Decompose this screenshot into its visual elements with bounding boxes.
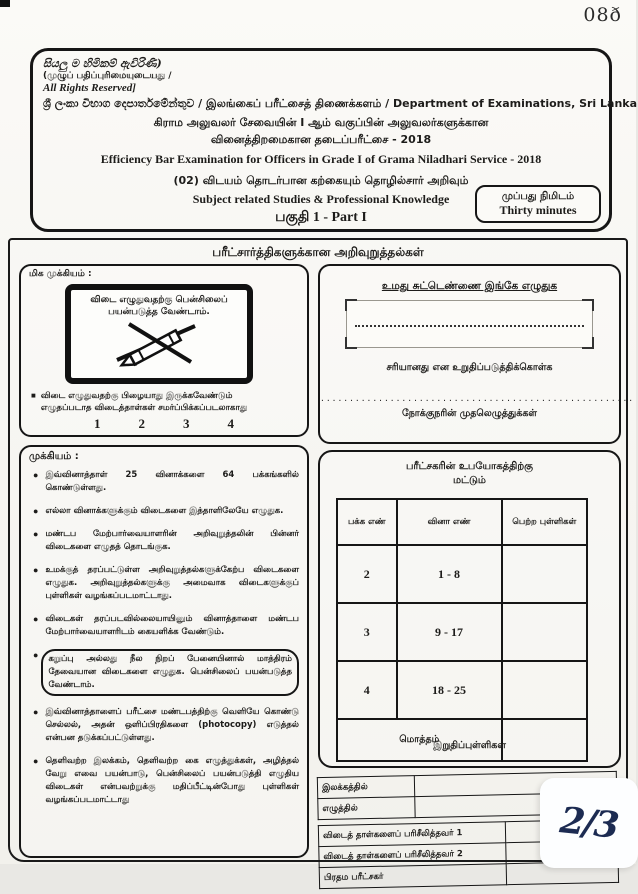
bullet-icon: ● [33,565,39,575]
important-instructions-box [19,445,309,858]
important-label: முக்கியம் : [29,451,79,462]
exam-title-tamil-2: வினைத்திறமைகான தடைப்பரீட்சை - 2018 [210,133,432,146]
instruction-item: ● உமக்குத் தரப்பட்டுள்ள அறிவுறுத்தல்களுக்கேற்ப விடைகளை எழுதுக. அறிவுறுத்தல்களுக்கு அமைவாக விடைகளுக்குப் புள்ளிகள் வழங்கப்படமாட்டாது. [33,565,299,601]
marks-table-row: 2 1 - 8 [337,545,587,603]
duration-tamil: முப்பது நிமிடம் [501,190,575,202]
exam-title-tamil-1: கிராம அலுவலர் சேவையின் I ஆம் வகுப்பின் அலுவலர்களுக்கான [153,116,489,129]
header-page-no: பக்க எண் [337,499,397,545]
marks-cell [502,661,587,719]
instruction-item: ● மண்டப மேற்பார்வையாளரின் அறிவுறுத்தலின் பின்னர் விடைகளை எழுதத் தொடங்குக. [33,529,299,552]
page-corner-code: 08ð [583,4,622,26]
examiner-use-title: பரீட்சகரின் உபயோகத்திற்கு மட்டும் [405,461,534,486]
sample-number-3: 3 [183,416,190,431]
subject-title-english: Subject related Studies & Professional Knowledge [192,192,450,206]
handwritten-mark: 2/3 [558,799,620,847]
bullet-icon: ● [33,614,39,624]
subject-title-tamil: (02) விடயம் தொடர்பான கற்கையும் தொழில்சார் அறிவும் [173,174,469,187]
very-important-label: மிக முக்கியம் : [29,269,92,279]
checker-2-label: விடைத் தாள்களைப் பரிசீலித்தவர் 2 [319,843,506,868]
marks-table [336,498,588,762]
signature-dotted-line: ...................................................... [320,394,635,403]
bullet-icon: ● [33,529,39,539]
supervisor-initials-label: நோக்குநரின் முதலெழுத்துக்கள் [401,408,538,419]
confirm-correct-text: சரியானது என உறுதிப்படுத்திக்கொள்க [386,362,553,373]
examiner-use-box [318,450,621,768]
instruction-item: ● இவ்வினாத்தாளைப் பரீட்சை மண்டபத்திற்கு வெளியே கொண்டு செல்லல், அதன் ஒளிப்பிரதிகளை (photocopy) எடுத்தல் என்பன தடுக்கப்பட்டுள்ளது. [33,707,299,743]
marks-table-row: 3 9 - 17 [337,603,587,661]
field-corner-mark [582,337,594,349]
square-bullet-icon: ■ [31,391,36,400]
instruction-item: ● விடைகள் தரப்படவில்லையாயினும் வினாத்தாளை மண்டப மேற்பார்வையாளரிடம் கையளிக்க வேண்டும். [33,614,299,637]
field-corner-mark [345,337,357,349]
sample-number-2: 2 [138,416,145,431]
index-number-title: உமது சுட்டெண்ணை இங்கே எழுதுக [381,280,558,292]
duration-box [475,185,601,223]
instructions-container [8,238,635,883]
white-sticker-overlay [540,778,638,868]
checker-1-label: விடைத் தாள்களைப் பரிசீலித்தவர் 1 [318,822,505,847]
no-pencil-line-2: பயன்படுத்த வேண்டாம். [108,307,210,317]
marks-table-header-row [337,499,587,545]
in-figures-label: இலக்கத்தில் [317,776,414,799]
bullet-icon: ● [33,506,39,516]
field-corner-mark [582,299,594,311]
part-label: பகுதி 1 - Part I [275,210,367,225]
rights-english: All Rights Reserved] [43,82,136,94]
no-pencil-warning-box [65,284,253,384]
duration-english: Thirty minutes [499,202,577,217]
no-pencil-line-1: விடை எழுதுவதற்கு பென்சிலைப் [90,295,228,305]
marks-table-row: 4 18 - 25 [337,661,587,719]
sample-number-4: 4 [227,416,234,431]
bullet-icon: ● [33,470,39,480]
total-label: மொத்தம் [337,719,502,761]
header-question-no: வினா எண் [397,499,502,545]
instruction-item-pen-only: ● கறுப்பு அல்லது நீல நிறப் பேனையினால் மாத்திரம் தேவையான விடைகளை எழுதுக. பென்சிலைப் பயன்படுத்த வேண்டாம். [33,649,299,696]
in-words-label: எழுத்தில் [318,797,415,820]
instructions-title: பரீட்சார்த்திகளுக்கான அறிவுறுத்தல்கள் [212,245,424,259]
marks-cell [502,545,587,603]
header-marks-obtained: பெற்ற புள்ளிகள் [502,499,587,545]
index-number-box [318,264,635,444]
final-marks-label: இறுதிப்புள்ளிகள் [433,740,506,751]
index-number-field[interactable] [346,300,593,348]
rights-reserved-block [43,57,599,94]
crossed-pencil-icon [99,320,219,366]
marking-note [31,390,299,414]
chief-examiner-label: பிரதம பரீட்சகர் [319,864,506,889]
exam-title-english: Efficiency Bar Examination for Officers in Grade I of Grama Niladhari Service - 2018 [100,152,542,166]
bullet-icon: ● [33,756,39,766]
marking-note-line-2: எழுதப்படாத விடைத்தாள்கள் சமர்ப்பிக்கப்படலாகாது [40,403,248,413]
rights-sinhala: සියලු ම හිමිකම් ඇවිරිණි) [43,57,162,70]
department-line: ශ්‍රී ලංකා විභාග දෙපාර්තමේන්තුව / இலங்கைப் பரீட்சைத் திணைக்களம் / Department of Examinations, Sri Lanka [43,97,638,110]
marks-cell [502,603,587,661]
marking-note-line-1: விடை எழுதுவதற்கு பிழையாது இருக்கவேண்டும் [40,391,233,401]
instruction-item: ● எல்லா வினாக்களுக்கும் விடைகளை இத்தாளிலேயே எழுதுக. [33,506,284,516]
rights-tamil: (முழுப் பதிப்புரிமையுடையது / [43,71,172,81]
very-important-box [19,264,309,437]
instruction-bullets [33,469,299,807]
instruction-item: ● தெளிவற்ற இலக்கம், தெளிவற்ற கை எழுத்துக்கள், அழித்தல் வேறு எவை பயன்பாடு, பென்சிலைப் பயன்படுத்தி எழுதிய விடைகள் என்பவற்றுக்கு மதிப்பீட்டின்போது புள்ளிகள் வழங்கப்படமாட்டாது [33,756,299,805]
scan-corner-artifact [0,0,10,7]
instruction-item: ● இவ்வினாத்தாள் 25 வினாக்களை 64 பக்கங்களில் கொண்டுள்ளது. [33,470,299,493]
field-corner-mark [345,299,357,311]
exam-header-box [30,48,638,232]
marking-note-text [41,390,247,414]
bullet-icon: ● [33,707,39,717]
sample-answer-numbers [21,416,307,432]
index-number-dotted-line [355,325,584,327]
sample-number-1: 1 [94,416,101,431]
bullet-icon: ● [33,650,39,660]
